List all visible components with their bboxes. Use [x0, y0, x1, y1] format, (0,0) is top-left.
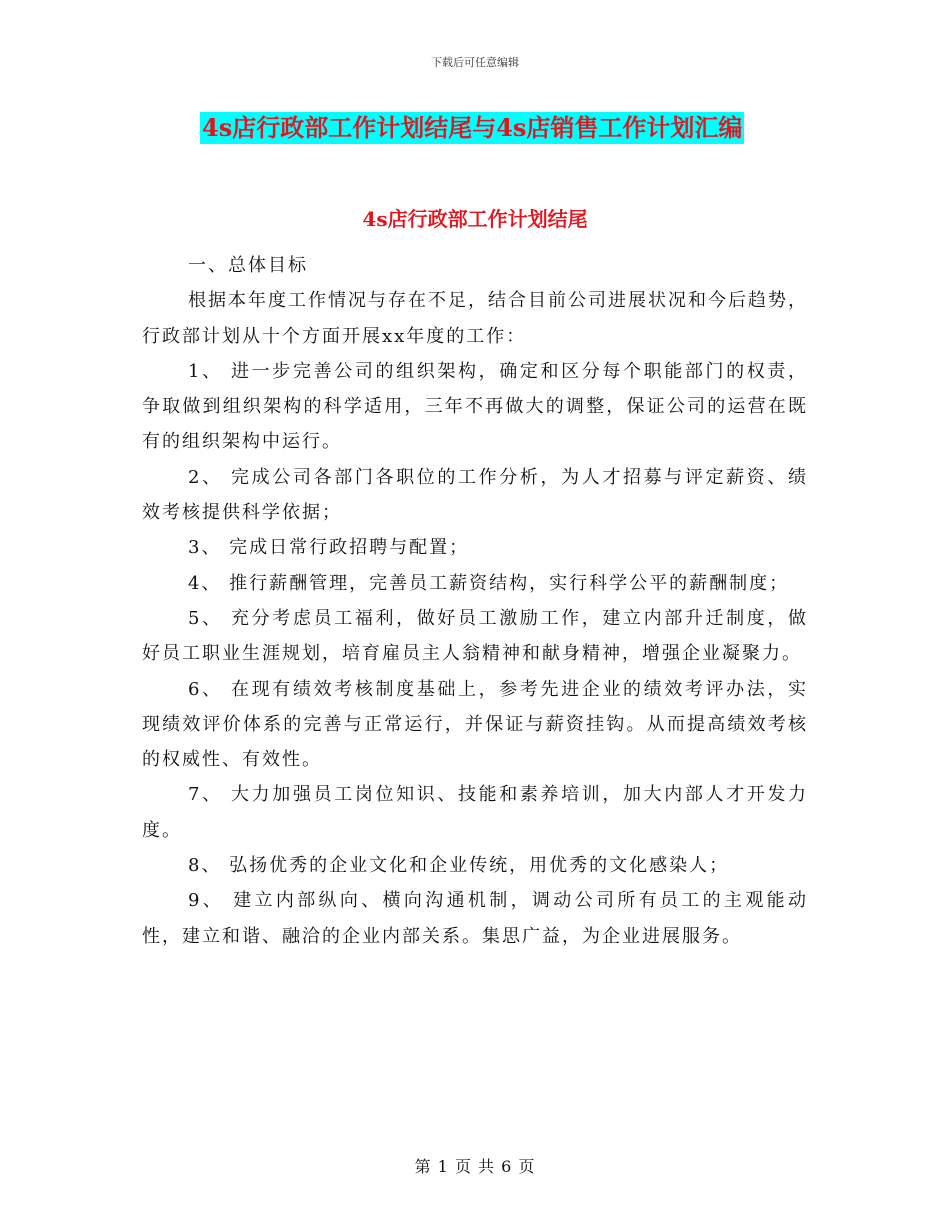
list-item-4: 4、 推行薪酬管理，完善员工薪资结构，实行科学公平的薪酬制度； [188, 572, 790, 594]
list-item-3: 3、 完成日常行政招聘与配置； [188, 537, 470, 559]
intro-paragraph: 根据本年度工作情况与存在不足，结合目前公司进展状况和今后趋势，行政部计划从十个方面开展xx年度的工作： [142, 290, 808, 347]
list-item-1: 1、 进一步完善公司的组织架构，确定和区分每个职能部门的权责，争取做到组织架构的科学适用，三年不再做大的调整，保证公司的运营在既有的组织架构中运行。 [142, 360, 808, 453]
list-item-6: 6、 在现有绩效考核制度基础上，参考先进企业的绩效考评办法，实现绩效评价体系的完善与正常运行，并保证与薪资挂钩。从而提高绩效考核的权威性、有效性。 [142, 678, 808, 771]
list-item-5: 5、 充分考虑员工福利，做好员工激励工作，建立内部升迁制度，做好员工职业生涯规划，培育雇员主人翁精神和献身精神，增强企业凝聚力。 [142, 607, 808, 665]
document-title: 4s店行政部工作计划结尾与4s店销售工作计划汇编 [202, 113, 743, 142]
document-body [142, 248, 808, 954]
list-item-8: 8、 弘扬优秀的企业文化和企业传统，用优秀的文化感染人； [188, 855, 730, 877]
list-item-9: 9、 建立内部纵向、横向沟通机制，调动公司所有员工的主观能动性，建立和谐、融洽的企业内部关系。集思广益，为企业进展服务。 [142, 890, 808, 947]
list-item-2: 2、 完成公司各部门各职位的工作分析，为人才招募与评定薪资、绩效考核提供科学依据； [142, 466, 808, 524]
section-title: 4s店行政部工作计划结尾 [362, 207, 588, 231]
header-note: 下载后可任意编辑 [431, 56, 519, 69]
page-footer: 第 1 页 共 6 页 [414, 1157, 536, 1176]
list-item-7: 7、 大力加强员工岗位知识、技能和素养培训，加大内部人才开发力度。 [142, 784, 808, 841]
heading-overall-goal: 一、总体目标 [188, 255, 308, 276]
